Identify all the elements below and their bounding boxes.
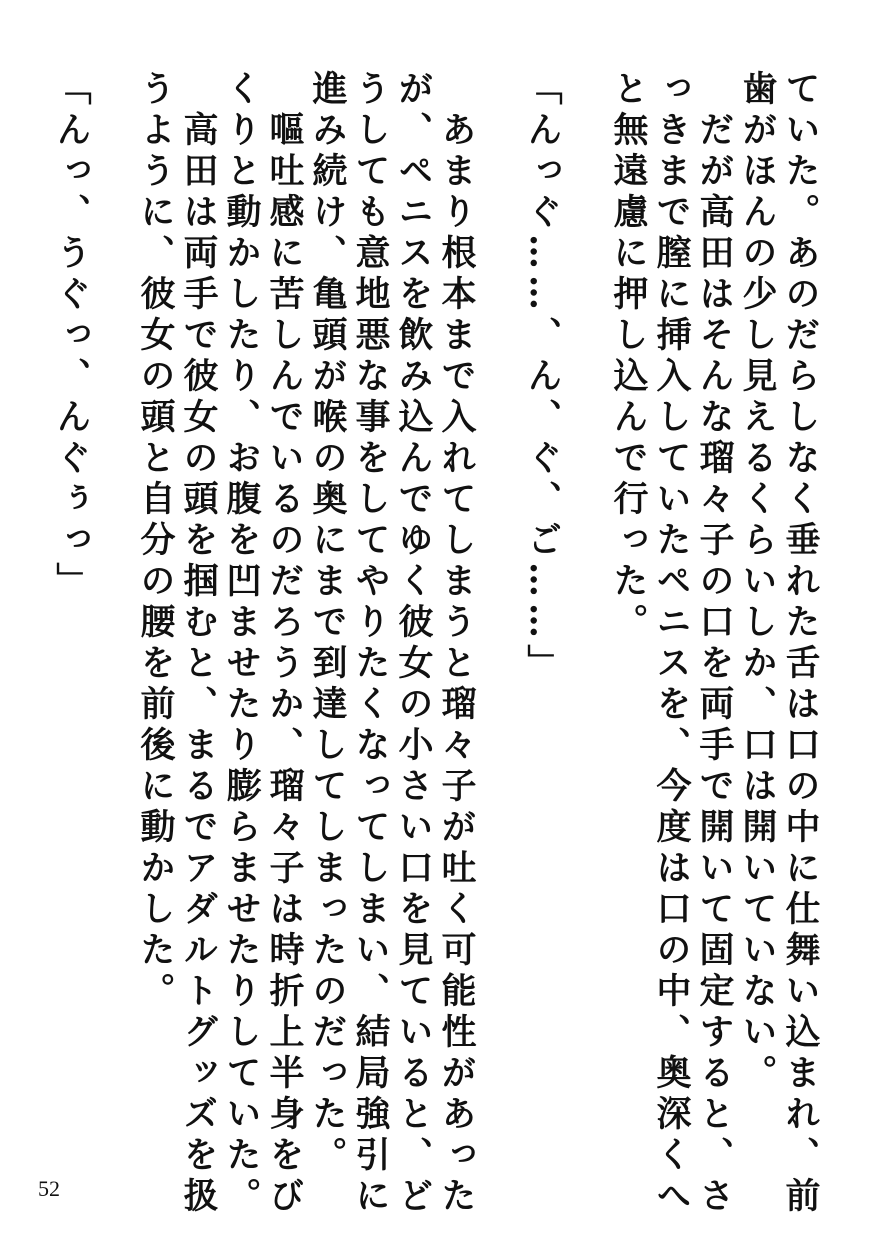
text-column: ていた。あのだらしなく垂れた舌は口の中に仕舞い込まれ、前 (780, 70, 821, 1218)
text-column: 嘔吐感に苦しんでいるのだろうか、瑠々子は時折上半身をび (264, 70, 305, 1218)
text-column: っきまで膣に挿入していたペニスを、今度は口の中、奥深くへ (651, 70, 692, 1218)
text-column: が、ペニスを飲み込んでゆく彼女の小さい口を見ていると、ど (393, 70, 434, 1218)
text-column: くりと動かしたり、お腹を凹ませたり膨らませたりしていた。 (221, 70, 262, 1218)
dialogue-column: 「んっぐ……、ん、ぐ、ご……」 (522, 70, 563, 685)
dialogue-column: 「んっ、うぐっ、んぐぅっ」 (51, 70, 92, 603)
text-column: 進み続け、亀頭が喉の奥にまで到達してしまったのだった。 (307, 70, 348, 1177)
text-column: うように、彼女の頭と自分の腰を前後に動かした。 (135, 70, 176, 1013)
text-column: だが高田はそんな瑠々子の口を両手で開いて固定すると、さ (694, 70, 735, 1218)
text-column: うしても意地悪な事をしてやりたくなってしまい、結局強引に (350, 70, 391, 1218)
text-column: あまり根本まで入れてしまうと瑠々子が吐く可能性があった (436, 70, 477, 1218)
page-number: 52 (38, 1176, 60, 1201)
text-column: と無遠慮に押し込んで行った。 (608, 70, 649, 644)
text-column: 歯がほんの少し見えるくらいしか、口は開いていない。 (737, 70, 778, 1095)
text-column: 高田は両手で彼女の頭を掴むと、まるでアダルトグッズを扱 (178, 70, 219, 1218)
